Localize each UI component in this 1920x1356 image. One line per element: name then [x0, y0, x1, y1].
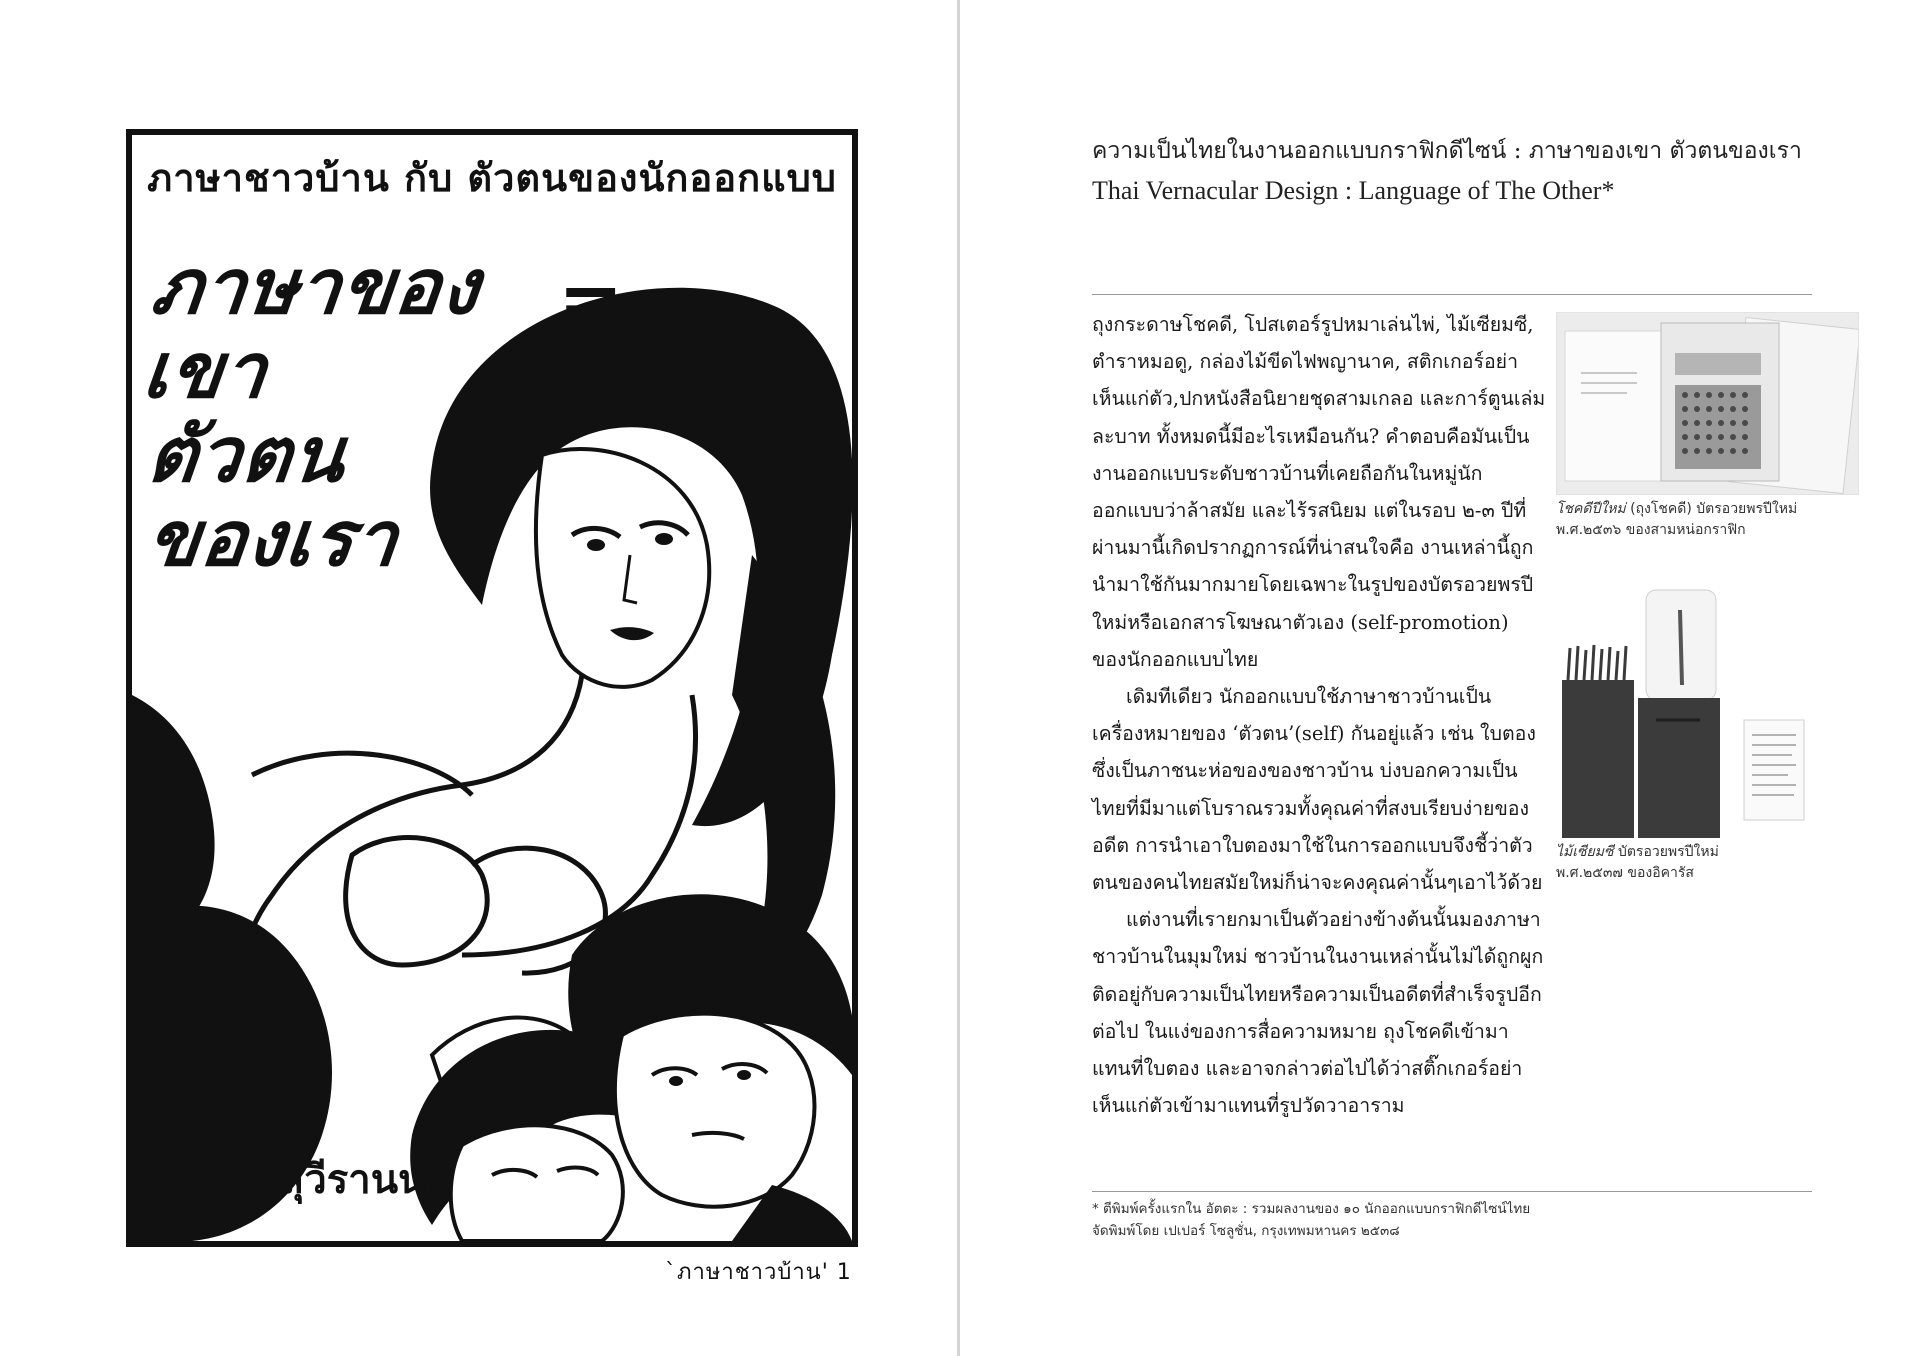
lucky-bag-image — [1557, 313, 1859, 495]
figure-2-caption-line2: พ.ศ.๒๕๓๗ ของอิคารัส — [1556, 865, 1694, 881]
top-rule — [1092, 294, 1812, 295]
cover-title-line-3: ของเรา — [143, 494, 403, 583]
heading-thai: ความเป็นไทยในงานออกแบบกราฟิกดีไซน์ : ภาษาของเขา ตัวตนของเรา — [1092, 138, 1802, 164]
figure-2-caption-rest: บัตรอวยพรปีใหม่ — [1613, 844, 1719, 860]
footnote-line-1: * ตีพิมพ์ครั้งแรกใน อัตตะ : รวมผลงานของ ๑๐ นักออกแบบกราฟิกดีไซน์ไทย — [1092, 1201, 1531, 1217]
paragraph-2: เดิมทีเดียว นักออกแบบใช้ภาษาชาวบ้านเป็นเครื่องหมายของ ‘ตัวตน’(self) กันอยู่แล้ว เช่น ใบตองซึ่งเป็นภาชนะห่อของของชาวบ้าน บ่งบอกความเป็นไทยที่มีมาแต่โบราณรวมทั้งคุณค่าที่สงบเรียบง่ายของอดีต การนำเอาใบตองมาใช้ในการออกแบบจึงชี้ว่าตัวตนของคนไทยสมัยใหม่ก็น่าจะคงคุณค่านั้นๆเอาไว้ด้วย — [1092, 685, 1543, 895]
footnote-line-2: จัดพิมพ์โดย เปเปอร์ โซลูชั่น, กรุงเทพมหานคร ๒๕๓๘ — [1092, 1223, 1400, 1239]
figure-1-caption-line2: พ.ศ.๒๕๓๖ ของสามหน่อกราฟิก — [1556, 522, 1746, 538]
page-caption: `ภาษาชาวบ้าน' 1 — [665, 1260, 852, 1285]
figure-fortune-sticks-photo — [1556, 570, 1811, 838]
heading-english: Thai Vernacular Design : Language of The Other* — [1092, 176, 1615, 205]
cover-title — [138, 242, 624, 583]
footnote-rule — [1092, 1191, 1812, 1192]
cover-author: ประชา สุวีรานนท์ — [148, 1157, 452, 1203]
figure-2-title: ไม้เซียมซี — [1556, 844, 1614, 860]
figure-1-caption-rest: (ถุงโชคดี) บัตรอวยพรปีใหม่ — [1625, 501, 1798, 517]
paragraph-1: ถุงกระดาษโชคดี, โปสเตอร์รูปหมาเล่นไพ่, ไม้เซียมซี, ตำราหมอดู, กล่องไม้ขีดไฟพญานาค, สติกเกอร์อย่าเห็นแก่ตัว,ปกหนังสือนิยายชุดสามเกลอ และการ์ตูนเล่มละบาท ทั้งหมดนี้มีอะไรเหมือนกัน? คำตอบคือมันเป็นงานออกแบบระดับชาวบ้านที่เคยถือกันในหมู่นักออกแบบว่าล้าสมัย และไร้รสนิยม แต่ในรอบ ๒-๓ ปีที่ผ่านมานี้เกิดปรากฏการณ์ที่น่าสนใจคือ งานเหล่านี้ถูกนำมาใช้กันมากมายโดยเฉพาะในรูปของบัตรอวยพรปีใหม่หรือเอกสารโฆษณาตัวเอง (self-promotion) ของนักออกแบบไทย — [1092, 313, 1546, 671]
page-gutter — [957, 0, 960, 1356]
cover-by-label: โดย — [148, 1083, 219, 1129]
cover-title-line-1: ภาษาของเขา — [138, 242, 485, 415]
footnote — [1092, 1198, 1530, 1242]
figure-1-title: โชคดีปีใหม่ — [1556, 501, 1626, 517]
article-body — [1092, 306, 1547, 1124]
fortune-sticks-image — [1556, 570, 1811, 838]
figure-2-caption — [1556, 842, 1719, 884]
figure-1-caption — [1556, 499, 1797, 541]
figure-lucky-bag-photo — [1556, 312, 1859, 495]
cover-equals-sign: = — [558, 255, 624, 345]
cover-header: ภาษาชาวบ้าน กับ ตัวตนของนักออกแบบ — [147, 156, 837, 200]
comic-cover — [126, 129, 858, 1247]
paragraph-3: แต่งานที่เรายกมาเป็นตัวอย่างข้างต้นนั้นมองภาษาชาวบ้านในมุมใหม่ ชาวบ้านในงานเหล่านั้นไม่ได้ถูกผูกติดอยู่กับความเป็นไทยหรือความเป็นอดีตที่สำเร็จรูปอีกต่อไป ในแง่ของการสื่อความหมาย ถุงโชคดีเข้ามาแทนที่ใบตอง และอาจกล่าวต่อไปได้ว่าสติ๊กเกอร์อย่าเห็นแก่ตัวเข้ามาแทนที่รูปวัดวาอาราม — [1092, 908, 1544, 1118]
cover-title-line-2: ตัวตน — [143, 410, 351, 499]
